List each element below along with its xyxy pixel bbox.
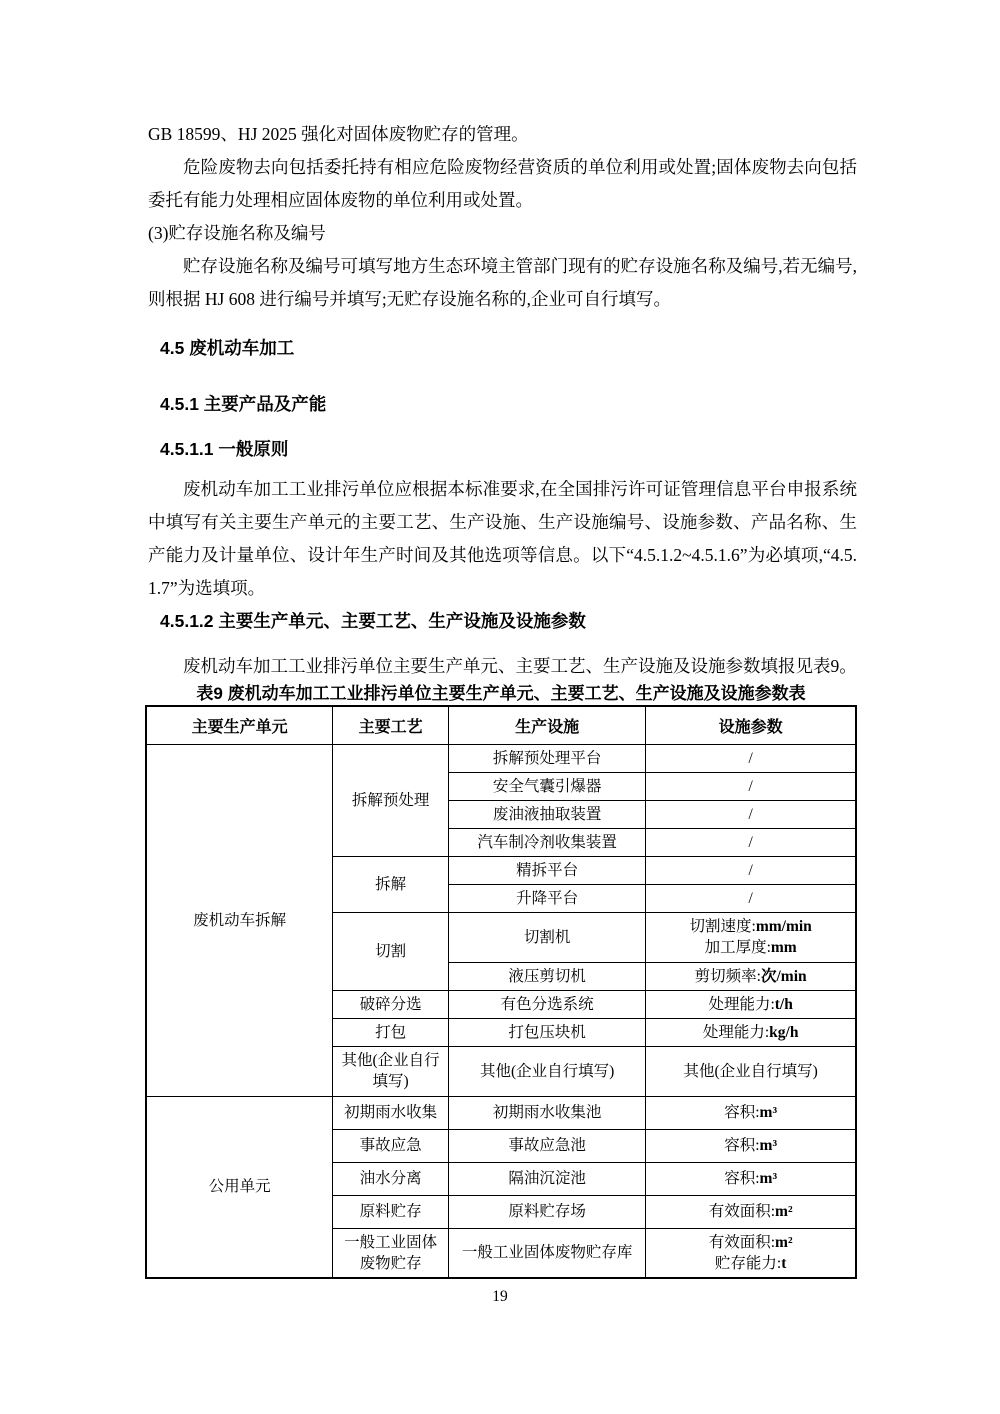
paragraph-storage-facility: 贮存设施名称及编号可填写地方生态环境主管部门现有的贮存设施名称及编号,若无编号,则根据 HJ 608 进行编号并填写;无贮存设施名称的,企业可自行填写。 (148, 256, 857, 309)
parameter-line: / (748, 833, 753, 851)
parameter-unit: t (781, 1254, 787, 1272)
parameter-unit: mm (770, 939, 797, 956)
parameter-line (650, 1022, 851, 1043)
parameter-label: 有效面积: (708, 1203, 776, 1220)
table-cell-process: 破碎分选 (333, 990, 449, 1018)
table-cell-process: 拆解预处理 (333, 744, 449, 856)
parameter-line: / (748, 805, 753, 823)
table-cell-facility: 打包压块机 (448, 1018, 645, 1046)
table-cell-parameters (646, 772, 856, 800)
page-number: 19 (492, 1288, 508, 1305)
table-cell-facility: 事故应急池 (448, 1129, 645, 1162)
heading-4-5-1: 4.5.1 主要产品及产能 (160, 394, 327, 414)
table-cell-parameters (646, 1129, 856, 1162)
table-cell-process: 原料贮存 (333, 1195, 449, 1228)
parameter-label: 容积: (724, 1170, 760, 1187)
table-row (146, 1096, 856, 1129)
parameter-label: 处理能力: (708, 995, 775, 1013)
parameter-line: / (748, 749, 753, 767)
parameter-line (650, 994, 851, 1015)
column-header-facility-parameters: 设施参数 (646, 706, 856, 744)
table-cell-facility: 拆解预处理平台 (448, 744, 645, 772)
table-cell-parameters (646, 884, 856, 912)
table-cell-process: 油水分离 (333, 1162, 449, 1195)
table-cell-facility: 液压剪切机 (448, 962, 645, 990)
parameter-unit: kg/h (769, 1023, 799, 1041)
table-cell-parameters (646, 912, 856, 962)
parameter-label: 处理能力: (702, 1023, 770, 1041)
parameter-line (650, 1201, 851, 1222)
table-cell-facility: 废油液抽取装置 (448, 800, 645, 828)
table-header-row (146, 706, 856, 744)
parameter-unit: m³ (759, 1137, 778, 1154)
parameter-unit: mm/min (755, 918, 812, 935)
table-cell-facility: 初期雨水收集池 (448, 1096, 645, 1129)
list-item-3-title: (3)贮存设施名称及编号 (148, 223, 326, 243)
paragraph-general-principles: 废机动车加工工业排污单位应根据本标准要求,在全国排污许可证管理信息平台申报系统中填写有关主要生产单元的主要工艺、生产设施、生产设施编号、设施参数、产品名称、生产能力及计量单位、设计年生产时间及其他选项等信息。以下“4.5.1.2~4.5.1.6”为必填项,“4.5.1.7”为选填项。 (148, 479, 857, 598)
parameter-line (650, 1232, 851, 1253)
table-cell-parameters (646, 990, 856, 1018)
table-cell-facility: 其他(企业自行填写) (448, 1046, 645, 1096)
parameter-label: 有效面积: (708, 1233, 776, 1251)
column-header-main-process: 主要工艺 (333, 706, 449, 744)
column-header-main-production-unit: 主要生产单元 (146, 706, 333, 744)
table-cell-unit: 公用单元 (146, 1096, 333, 1278)
parameter-line (650, 966, 851, 987)
table-cell-parameters (646, 1195, 856, 1228)
table-cell-process: 事故应急 (333, 1129, 449, 1162)
page-content (148, 118, 857, 1279)
parameter-line (650, 1135, 851, 1156)
table-cell-parameters (646, 828, 856, 856)
table-cell-facility: 隔油沉淀池 (448, 1162, 645, 1195)
table-cell-parameters (646, 1228, 856, 1278)
table-row (146, 744, 856, 772)
table-cell-parameters (646, 856, 856, 884)
parameter-line: / (748, 777, 753, 795)
parameter-line (650, 1168, 851, 1189)
parameter-label: 容积: (724, 1137, 760, 1154)
table-cell-facility: 切割机 (448, 912, 645, 962)
parameter-unit: m³ (759, 1104, 778, 1121)
parameter-line: / (748, 861, 753, 879)
paragraph-waste-disposal: 危险废物去向包括委托持有相应危险废物经营资质的单位利用或处置;固体废物去向包括委托有能力处理相应固体废物的单位利用或处置。 (148, 157, 857, 210)
table-cell-process: 打包 (333, 1018, 449, 1046)
table-cell-facility: 汽车制冷剂收集装置 (448, 828, 645, 856)
heading-4-5-1-2: 4.5.1.2 主要生产单元、主要工艺、生产设施及设施参数 (160, 611, 586, 631)
parameter-label: 切割速度: (689, 918, 756, 935)
parameter-line (650, 1102, 851, 1123)
table-cell-parameters (646, 744, 856, 772)
parameter-line: 其他(企业自行填写) (683, 1062, 818, 1080)
heading-4-5: 4.5 废机动车加工 (160, 338, 295, 358)
parameter-unit: t/h (774, 995, 793, 1013)
table-caption: 表9 废机动车加工工业排污单位主要生产单元、主要工艺、生产设施及设施参数表 (196, 684, 806, 703)
table-cell-facility: 安全气囊引爆器 (448, 772, 645, 800)
parameter-unit: m² (775, 1233, 793, 1251)
table-cell-parameters (646, 1046, 856, 1096)
table-cell-facility: 一般工业固体废物贮存库 (448, 1228, 645, 1278)
table-cell-parameters (646, 962, 856, 990)
parameter-line (650, 937, 851, 958)
table-cell-facility: 原料贮存场 (448, 1195, 645, 1228)
parameter-label: 剪切频率: (694, 967, 761, 985)
parameter-label: 贮存能力: (714, 1254, 782, 1272)
table-cell-process: 拆解 (333, 856, 449, 912)
table-cell-parameters (646, 800, 856, 828)
table-cell-process: 其他(企业自行填写) (333, 1046, 449, 1096)
parameter-label: 容积: (724, 1104, 760, 1121)
parameter-line (650, 916, 851, 937)
table-cell-process: 一般工业固体废物贮存 (333, 1228, 449, 1278)
table-cell-facility: 升降平台 (448, 884, 645, 912)
parameter-unit: m² (775, 1203, 793, 1220)
parameter-unit: 次/min (760, 967, 807, 985)
table-cell-unit: 废机动车拆解 (146, 744, 333, 1096)
heading-4-5-1-1: 4.5.1.1 一般原则 (160, 439, 289, 459)
table-9-main-production-units (145, 705, 857, 1279)
table-cell-process: 切割 (333, 912, 449, 990)
parameter-line: / (748, 889, 753, 907)
parameter-unit: m³ (759, 1170, 778, 1187)
parameter-label: 加工厚度: (704, 939, 771, 956)
table-cell-parameters (646, 1096, 856, 1129)
parameter-line (650, 1253, 851, 1274)
paragraph-table-reference: 废机动车加工工业排污单位主要生产单元、主要工艺、生产设施及设施参数填报见表9。 (183, 656, 857, 676)
table-cell-parameters (646, 1018, 856, 1046)
table-cell-process: 初期雨水收集 (333, 1096, 449, 1129)
table-cell-facility: 精拆平台 (448, 856, 645, 884)
table-cell-parameters (646, 1162, 856, 1195)
paragraph-continuation: GB 18599、HJ 2025 强化对固体废物贮存的管理。 (148, 124, 529, 144)
column-header-production-facility: 生产设施 (448, 706, 645, 744)
table-cell-facility: 有色分选系统 (448, 990, 645, 1018)
